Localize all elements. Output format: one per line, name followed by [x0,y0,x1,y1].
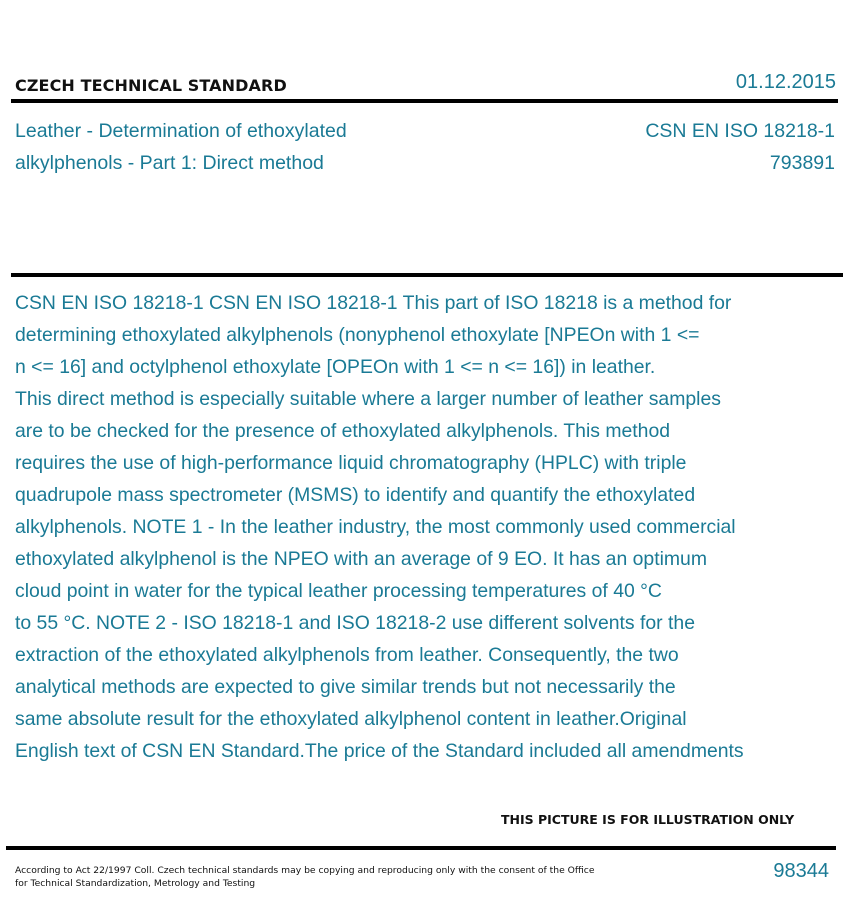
description-line: determining ethoxylated alkylphenols (nonyphenol ethoxylate [NPEOn with 1 <= [15,324,700,346]
publication-date: 01.12.2015 [735,71,836,93]
description-line: cloud point in water for the typical leather processing temperatures of 40 °C [15,580,662,602]
illustration-note: THIS PICTURE IS FOR ILLUSTRATION ONLY [501,812,795,827]
standard-title-line: alkylphenols - Part 1: Direct method [15,152,324,174]
description-line: quadrupole mass spectrometer (MSMS) to identify and quantify the ethoxylated [15,484,696,506]
document-heading: CZECH TECHNICAL STANDARD [15,76,287,95]
description-line: same absolute result for the ethoxylated alkylphenol content in leather.Original [15,708,687,730]
standard-identifier [645,115,835,179]
description-line: CSN EN ISO 18218-1 CSN EN ISO 18218-1 This part of ISO 18218 is a method for [15,292,732,314]
description-line: English text of CSN EN Standard.The price of the Standard included all amendments [15,740,744,762]
standard-title-line: Leather - Determination of ethoxylated [15,120,347,142]
header-divider [11,99,838,103]
section-divider [11,273,843,277]
legal-notice-line: for Technical Standardization, Metrology and Testing [15,878,256,889]
description-line: extraction of the ethoxylated alkylphenols from leather. Consequently, the two [15,644,679,666]
description-line: ethoxylated alkylphenol is the NPEO with an average of 9 EO. It has an optimum [15,548,707,570]
legal-notice-line: According to Act 22/1997 Coll. Czech technical standards may be copying and reproducing only with the consent of the Office [15,865,595,876]
description-line: analytical methods are expected to give similar trends but not necessarily the [15,676,676,698]
description-line: are to be checked for the presence of ethoxylated alkylphenols. This method [15,420,671,442]
legal-notice [15,864,595,890]
standard-code: CSN EN ISO 18218-1 [645,120,835,142]
catalog-number: 793891 [769,152,835,174]
description-line: alkylphenols. NOTE 1 - In the leather industry, the most commonly used commercial [15,516,736,538]
document-number: 98344 [773,860,829,882]
description-line: to 55 °C. NOTE 2 - ISO 18218-1 and ISO 18218-2 use different solvents for the [15,612,695,634]
description-line: requires the use of high-performance liquid chromatography (HPLC) with triple [15,452,687,474]
description-line: n <= 16] and octylphenol ethoxylate [OPEOn with 1 <= n <= 16]) in leather. [15,356,656,378]
standard-title [15,115,435,179]
standard-description [15,287,845,767]
description-line: This direct method is especially suitable where a larger number of leather samples [15,388,721,410]
footer-divider [6,846,836,850]
